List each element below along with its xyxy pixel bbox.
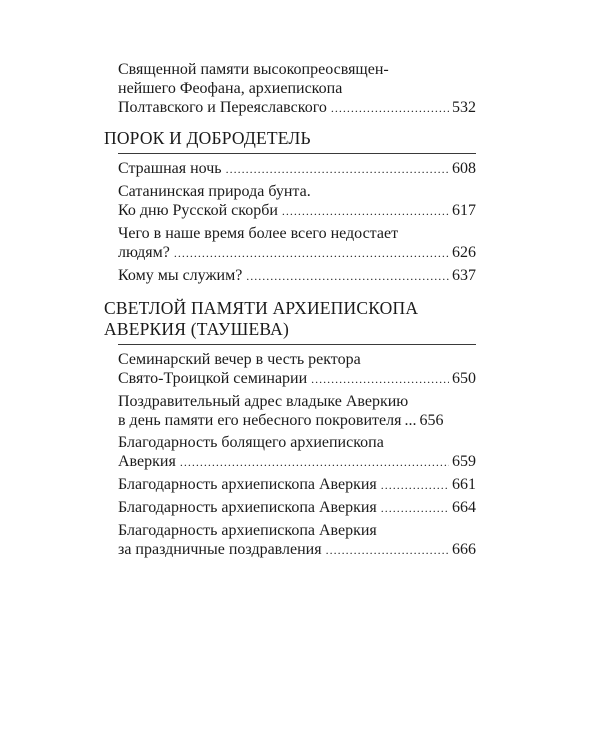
entry-text-line: в день памяти его небесного покровителя	[118, 412, 402, 429]
entry-text-line: Священной памяти высокопреосвящен-	[118, 61, 389, 78]
entry-text-line: Благодарность болящего архиепископа	[118, 434, 384, 451]
toc-entry[interactable]	[118, 182, 476, 221]
section-title-averky: СВЕТЛОЙ ПАМЯТИ АРХИЕПИСКОПА АВЕРКИЯ (ТАУШЕВА)	[104, 298, 419, 339]
toc-entry[interactable]	[118, 433, 476, 472]
dot-leader	[331, 99, 449, 118]
toc-entry-feofan[interactable]	[118, 60, 476, 118]
page-number: 608	[452, 160, 476, 177]
dot-leader	[246, 267, 449, 286]
entry-text-line: Ко дню Русской скорби	[118, 202, 278, 219]
toc-entry[interactable]	[118, 350, 476, 389]
toc-entry[interactable]	[118, 392, 476, 430]
entry-text-line: нейшего Феофана, архиепископа	[118, 80, 343, 97]
dot-leader	[282, 202, 449, 221]
toc-entry[interactable]	[118, 475, 476, 495]
dot-leader	[174, 244, 449, 263]
toc-entry[interactable]	[118, 521, 476, 560]
toc-entry[interactable]	[118, 159, 476, 179]
entry-text-line: Сатанинская природа бунта.	[118, 183, 311, 200]
entry-text-line: Аверкия	[118, 453, 176, 470]
page-number: 626	[452, 244, 476, 261]
section-divider	[118, 344, 476, 345]
toc-entry[interactable]	[118, 266, 476, 286]
page-number: 656	[419, 412, 444, 429]
page-number: 659	[452, 453, 476, 470]
page-number: 617	[452, 202, 476, 219]
entry-text-line: Чего в наше время более всего недостает	[118, 225, 399, 242]
entry-text-line: Кому мы служим?	[118, 267, 243, 284]
entry-text-line: Благодарность архиепископа Аверкия	[118, 476, 377, 493]
section-title-vice-and-virtue: ПОРОК И ДОБРОДЕТЕЛЬ	[104, 128, 311, 148]
table-of-contents	[104, 60, 476, 563]
toc-entry[interactable]	[118, 498, 476, 518]
entry-text-line: Свято-Троицкой семинарии	[118, 370, 308, 387]
dot-leader	[381, 499, 449, 518]
entry-text-line: Страшная ночь	[118, 160, 222, 177]
entry-text-line: за праздничные поздравления	[118, 541, 322, 558]
page-number: 661	[452, 476, 476, 493]
entry-text-line: Семинарский вечер в честь ректора	[118, 351, 361, 368]
page-number: 650	[452, 370, 476, 387]
dot-leader: ...	[404, 412, 417, 429]
entry-text-line: Благодарность архиепископа Аверкия	[118, 522, 377, 539]
section-divider	[118, 153, 476, 154]
page-number: 664	[452, 499, 476, 516]
entry-text-line: людям?	[118, 244, 170, 261]
dot-leader	[226, 160, 449, 179]
dot-leader	[180, 453, 449, 472]
toc-entry[interactable]	[118, 224, 476, 263]
page-number: 666	[452, 541, 476, 558]
page-number: 532	[452, 99, 476, 116]
page-number: 637	[452, 267, 476, 284]
dot-leader	[311, 370, 449, 389]
entry-text-line: Поздравительный адрес владыке Аверкию	[118, 393, 409, 410]
entry-text-line: Благодарность архиепископа Аверкия	[118, 499, 377, 516]
dot-leader	[326, 541, 449, 560]
entry-text-line: Полтавского и Переяславского	[118, 99, 327, 116]
dot-leader	[381, 476, 449, 495]
